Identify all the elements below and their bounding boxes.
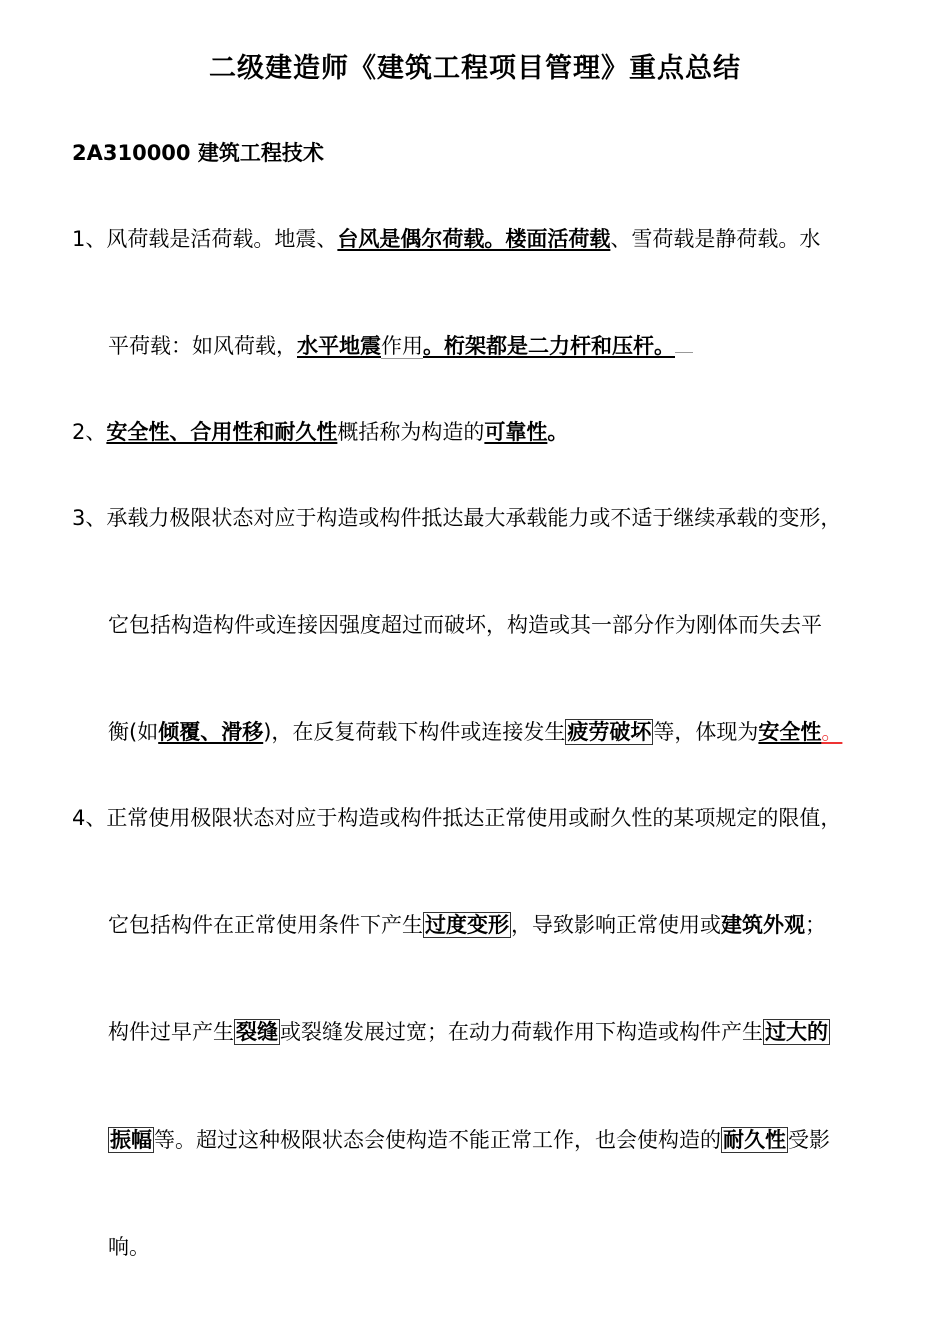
item-1-number: 1、 bbox=[72, 227, 107, 251]
document-title: 二级建造师《建筑工程项目管理》重点总结 bbox=[209, 53, 741, 84]
item-1-line-1: 1、风荷载是活荷载。地震、台风是偶尔荷载。楼面活荷载、雪荷载是静荷载。水 bbox=[72, 227, 821, 251]
section-heading: 2A310000 建筑工程技术 bbox=[72, 141, 324, 165]
item-3-line-1: 3、承载力极限状态对应于构造或构件抵达最大承载能力或不适于继续承载的变形， bbox=[72, 506, 842, 530]
boxed-term: 过大的 bbox=[765, 1020, 828, 1044]
item-4-line-1: 4、正常使用极限状态对应于构造或构件抵达正常使用或耐久性的某项规定的限值， bbox=[72, 806, 842, 830]
boxed-term: 耐久性 bbox=[723, 1128, 786, 1152]
item-2-line-1: 2、安全性、合用性和耐久性概括称为构造的可靠性。 bbox=[72, 420, 569, 444]
item-1-line-2: 平荷载：如风荷载，水平地震作用。桁架都是二力杆和压杆。 bbox=[108, 329, 693, 363]
item-3-number: 3、 bbox=[72, 506, 107, 530]
item-4-line-3: 构件过早产生裂缝或裂缝发展过宽；在动力荷载作用下构造或构件产生过大的 bbox=[108, 1020, 828, 1044]
item-4-line-4: 振幅等。超过这种极限状态会使构造不能正常工作，也会使构造的耐久性受影 bbox=[110, 1128, 830, 1152]
boxed-term: 疲劳破坏 bbox=[567, 720, 652, 744]
item-4-line-2: 它包括构件在正常使用条件下产生过度变形，导致影响正常使用或建筑外观； bbox=[108, 913, 826, 937]
item-4-line-5: 响。 bbox=[108, 1235, 150, 1259]
boxed-term: 裂缝 bbox=[236, 1020, 278, 1044]
item-3-line-2: 它包括构造构件或连接因强度超过而破坏，构造或其一部分作为刚体而失去平 bbox=[108, 613, 822, 637]
item-2-number: 2、 bbox=[72, 420, 107, 444]
item-3-line-3: 衡(如倾覆、滑移)，在反复荷载下构件或连接发生疲劳破坏等，体现为安全性。 bbox=[108, 720, 843, 744]
item-4-number: 4、 bbox=[72, 806, 107, 830]
boxed-term: 振幅 bbox=[110, 1128, 152, 1152]
boxed-term: 过度变形 bbox=[425, 913, 509, 937]
